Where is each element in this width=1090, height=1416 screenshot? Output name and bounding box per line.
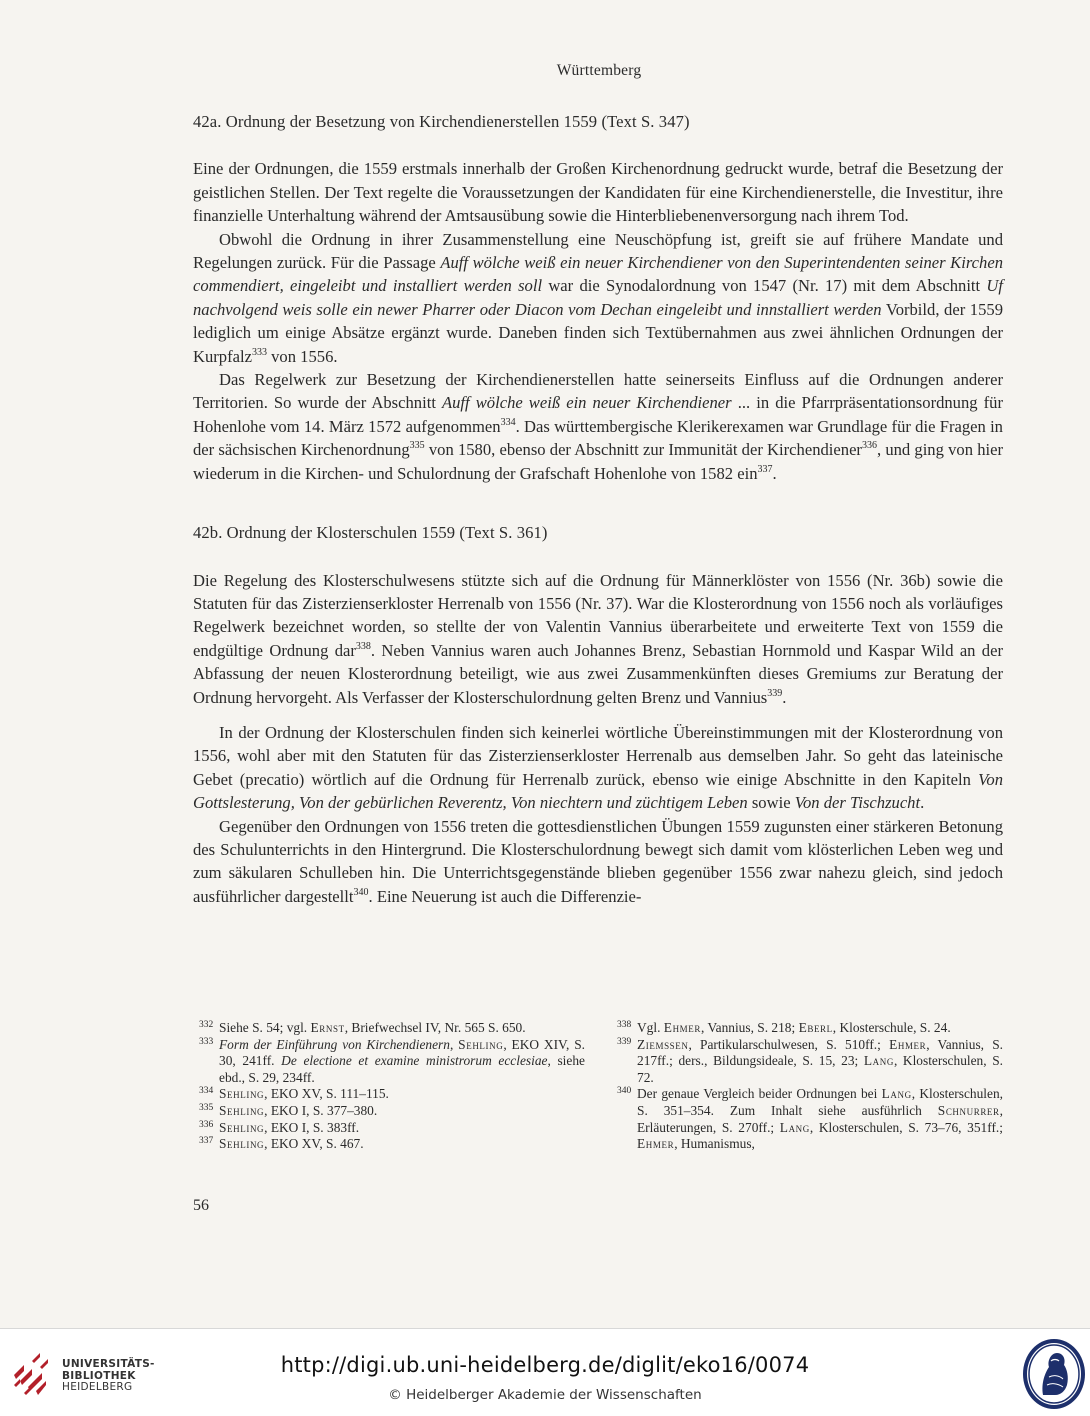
quote: Auff wölche weiß ein neuer Kirchendiener von den Superintendenten seiner Kirchen commendiert, eingeleibt und installiert werden soll [193, 253, 1003, 296]
footnote-336: 336 Sehling, EKO I, S. 383ff. [199, 1119, 360, 1135]
section-b-heading: 42b. Ordnung der Klosterschulen 1559 (Text S. 361) [193, 523, 548, 543]
footnote-337: 337 Sehling, EKO XV, S. 467. [199, 1136, 364, 1152]
main-text [193, 110, 1003, 908]
footnote-ref: 337 [757, 463, 773, 475]
footnote-340: 340 Der genaue Vergleich beider Ordnungen bei Lang, Klosterschulen, S. 351–354. Zum Inhalt siehe ausführlich Schnurrer, Erläuterungen, S. 270ff.; Lang, Klosterschulen, S. 73–76, 351ff.; Ehmer, Humanismus, [617, 1086, 1003, 1152]
quote: Von der Tischzucht [794, 793, 921, 813]
footnote-334: 334 Sehling, EKO XV, S. 111–115. [199, 1086, 389, 1102]
footnotes [193, 1020, 1003, 1153]
footnote-338: 338 Vgl. Ehmer, Vannius, S. 218; Eberl, Klosterschule, S. 24. [617, 1020, 951, 1035]
running-head: Württemberg [556, 62, 642, 79]
section-b-paragraph-3: Gegenüber den Ordnungen von 1556 treten die gottesdienstlichen Übungen 1559 zugunsten einer stärkeren Betonung des Schulunterrichts in den Hintergrund. Die Klosterschulordnung bewegt sich damit vom klösterlichen Leben weg und zum säkularen Schulleben hin. Die Unterrichtsgegenstände blieben gegenüber 1556 zwar nahezu gleich, sind jedoch ausführlicher dargestellt$^{340}$. Eine Neuerung ist auch die Differenzie- [193, 816, 1003, 906]
document-url-link[interactable]: http://digi.ub.uni-heidelberg.de/diglit/eko16/0074 [280, 1353, 810, 1377]
copyright-notice: © Heidelberger Akademie der Wissenschaften [388, 1387, 702, 1403]
footnote-ref: 335 [409, 440, 425, 452]
footnote-333: 333 Form der Einführung von Kirchendienern, Sehling, EKO XIV, S. 30, 241ff. De electione et examine ministrorum ecclesiae, siehe ebd., S. 29, 234ff. [199, 1036, 585, 1085]
section-a-paragraph-1: Eine der Ordnungen, die 1559 erstmals innerhalb der Großen Kirchenordnung gedruckt wurde, betraf die Besetzung der geistlichen Stellen. Der Text regelte die Voraussetzungen der Kandidaten für eine Kirchendienerstelle, die Investitur, ihre finanzielle Unterhaltung während der Amtsausübung sowie die Hinterbliebenenversorgung nach ihrem Tod. [193, 159, 1003, 226]
footnote-ref: 338 [355, 640, 371, 652]
viewer-footer [0, 1328, 1090, 1416]
quote: Von Gottslesterung, Von der gebürlichen Reverentz, Von niechtern und züchtigem Leben [193, 769, 1003, 813]
footnote-ref: 339 [767, 687, 783, 699]
footnote-ref: 336 [861, 440, 877, 452]
section-a-paragraph-3: Das Regelwerk zur Besetzung der Kirchendienerstellen hatte seinerseits Einfluss auf die Ordnungen anderer Territorien. So wurde der Abschnitt Auff wölche weiß ein neuer Kirchendiener ... in die Pfarrpräsentationsordnung für Hohenlohe vom 14. März 1572 aufgenommen$^{334}$. Das württembergische Klerikerexamen war Grundlage für die Fragen in der sächsischen Kirchenordnung$^{335}$ von 1580, ebenso der Abschnitt zur Immunität der Kirchendiener$^{336}$, und ging von hier wiederum in die Kirchen- und Schulordnung der Grafschaft Hohenlohe von 1582 ein$^{337}$. [193, 370, 1003, 483]
quote: Uf nachvolgend weis solle ein newer Pharrer oder Diacon vom Dechan eingeleibt und innstalliert werden [193, 276, 1003, 319]
footnote-ref: 340 [353, 886, 369, 898]
footnotes-right-column [611, 1020, 1003, 1153]
footnote-ref: 333 [251, 346, 267, 358]
page-number: 56 [193, 1197, 209, 1214]
section-b-paragraph-1: Die Regelung des Klosterschulwesens stützte sich auf die Ordnung für Männerklöster von 1556 (Nr. 36b) sowie die Statuten für das Zisterzienserkloster Herrenalb von 1556 (Nr. 37). War die Klosterordnung von 1556 noch als vorläufiges Regelwerk bezeichnet worden, so stellte der von Valentin Vannius überarbeitete und erweiterte Text von 1559 die endgültige Ordnung dar$^{338}$. Neben Vannius waren auch Johannes Brenz, Sebastian Hornmold und Kaspar Wild an der Abfassung der neuen Klosterordnung beteiligt, wie aus zwei Zusammenkünften dieses Gremiums zur Beratung der Ordnung hervorgeht. Als Verfasser der Klosterschulordnung gelten Brenz und Vannius$^{339}$. [193, 570, 1003, 707]
footnotes-left-column [193, 1020, 585, 1153]
footnote-339: 339 Ziemssen, Partikularschulwesen, S. 510ff.; Ehmer, Vannius, S. 217ff.; ders., Bildungsideale, S. 15, 23; Lang, Klosterschulen, S. 72. [617, 1036, 1004, 1085]
footnote-335: 335 Sehling, EKO I, S. 377–380. [199, 1102, 378, 1118]
logo-text: UNIVERSITÄTS- BIBLIOTHEK HEIDELBERG [62, 1358, 155, 1393]
quote: Auff wölche weiß ein neuer Kirchendiener [442, 393, 732, 413]
section-a-paragraph-2: Obwohl die Ordnung in ihrer Zusammenstellung eine Neuschöpfung ist, greift sie auf frühere Mandate und Regelungen zurück. Für die Passage Auff wölche weiß ein neuer Kirchendiener von den Superintendenten seiner Kirchen commendiert, eingeleibt und installiert werden soll war die Synodalordnung von 1547 (Nr. 17) mit dem Abschnitt Uf nachvolgend weis solle ein newer Pharrer oder Diacon vom Dechan eingeleibt und innstalliert werden Vorbild, der 1559 lediglich um einige Absätze ergänzt wurde. Daneben finden sich Textübernahmen aus zwei ähnlichen Ordnungen der Kurpfalz$^{333}$ von 1556. [193, 229, 1003, 366]
academy-seal-icon[interactable] [1021, 1337, 1087, 1411]
footnote-332: 332 Siehe S. 54; vgl. Ernst, Briefwechsel IV, Nr. 565 S. 650. [199, 1020, 526, 1035]
section-b-paragraph-2: In der Ordnung der Klosterschulen finden sich keinerlei wörtliche Übereinstimmungen mit der Klosterordnung von 1556, wohl aber mit den Statuten für das Zisterzienserkloster Herrenalb aus demselben Jahr. So geht das lateinische Gebet (precatio) wörtlich auf die Ordnung für Herrenalb zurück, ebenso wie einige Abschnitte in den Kapiteln Von Gottslesterung, Von der gebürlichen Reverentz, Von niechtern und züchtigem Leben sowie Von der Tischzucht. [193, 722, 1003, 813]
section-a-heading: 42a. Ordnung der Besetzung von Kirchendienerstellen 1559 (Text S. 347) [193, 112, 690, 131]
footnote-ref: 334 [500, 416, 516, 428]
